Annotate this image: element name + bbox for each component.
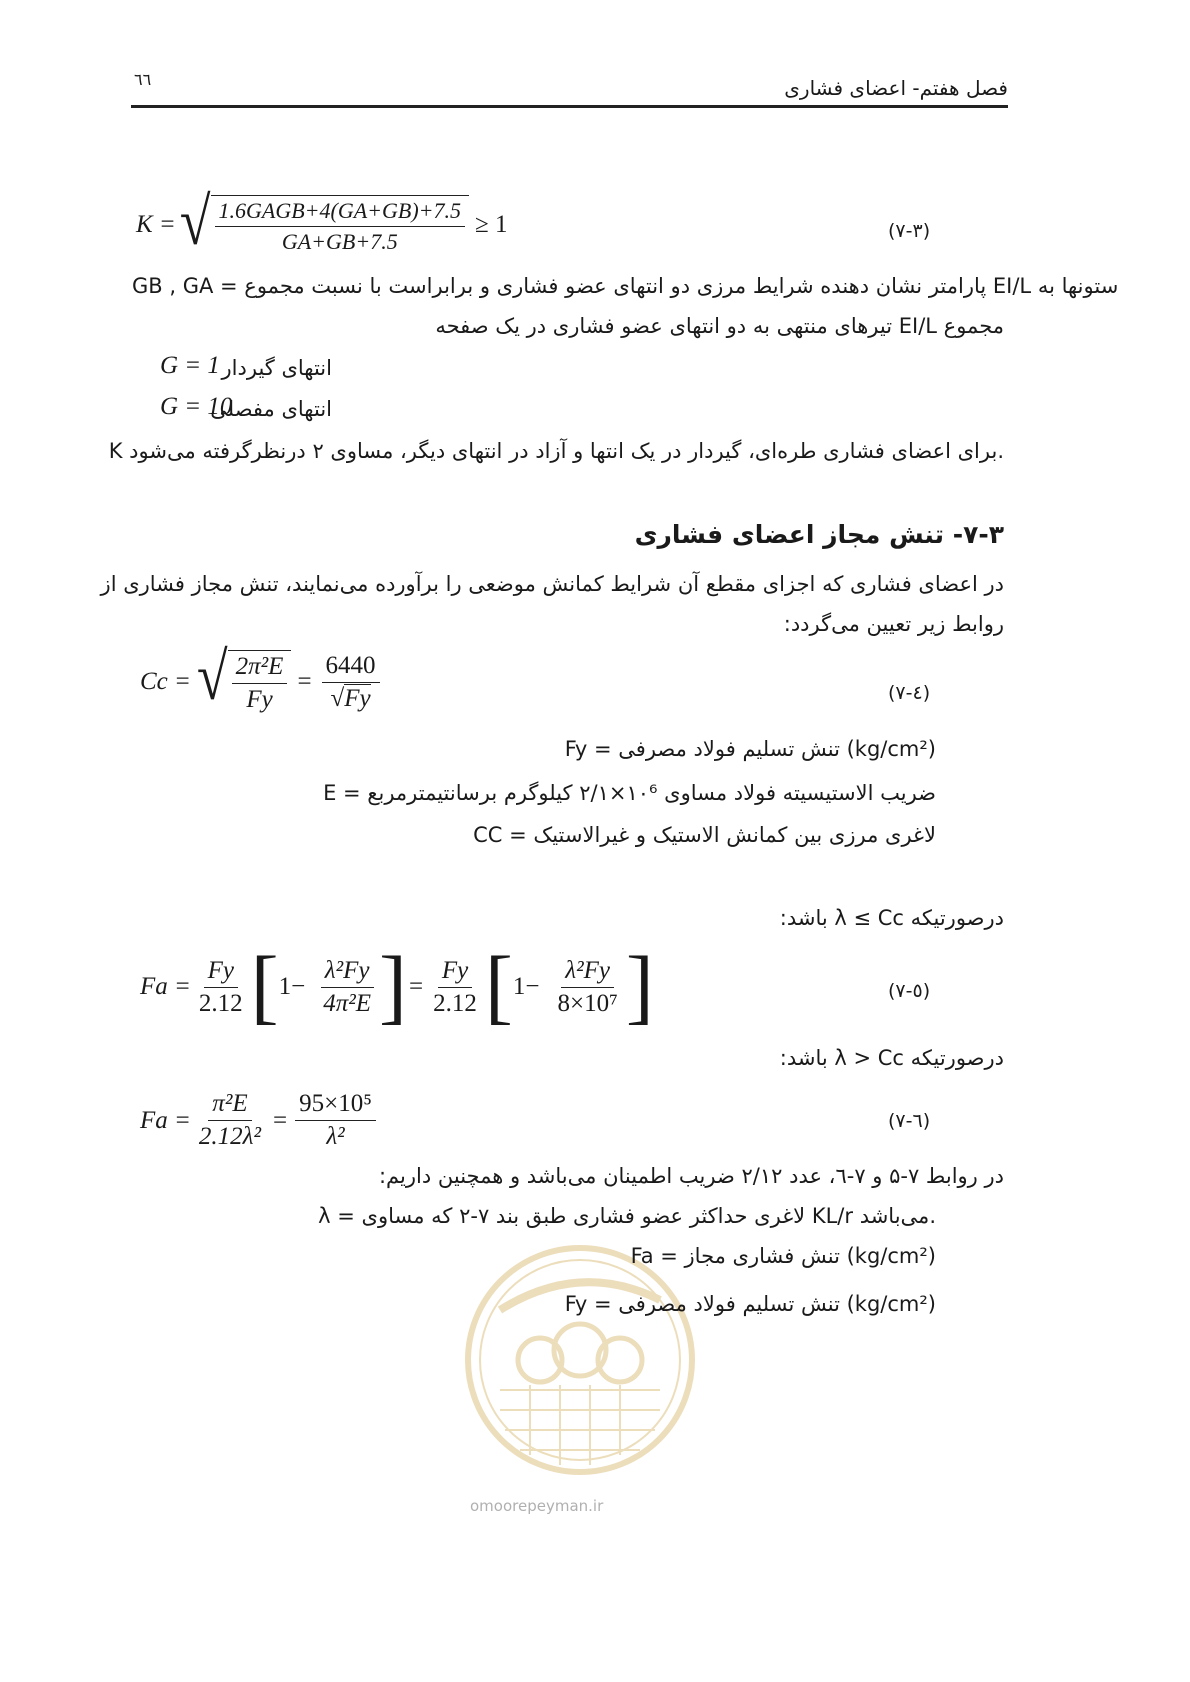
eq-5-7-f4-denominator: 8×10⁷ xyxy=(557,989,618,1017)
definition-lambda: λ = لاغری حداکثر عضو فشاری طبق بند ۷-۲ که مساوی KL/r می‌باشد. xyxy=(318,1204,936,1228)
eq-5-7-one-minus-a: 1− xyxy=(278,973,306,1000)
equation-number-6-7: (٦-٧) xyxy=(888,1110,931,1132)
paragraph-g-line1: GB , GA = پارامتر نشان دهنده شرایط مرزی دو انتهای عضو فشاری و برابراست با نسبت مجموع EI/L ستونها به xyxy=(132,274,1119,298)
eq-6-7-f2-denominator: λ² xyxy=(326,1123,345,1150)
eq-6-7-f1-numerator: π²E xyxy=(208,1090,251,1121)
eq-6-7-f1-denominator: 2.12λ² xyxy=(198,1123,261,1150)
g-fixed-end: انتهای گیردار xyxy=(221,356,332,380)
condition-lambda-le-cc: درصورتیکه λ ≤ Cc باشد: xyxy=(779,906,1004,930)
g-pinned-value: G = 10 xyxy=(160,393,233,420)
watermark-logo xyxy=(460,1240,700,1490)
section-intro-line2: روابط زیر تعیین می‌گردد: xyxy=(783,612,1004,636)
equation-number-4-7: (٤-٧) xyxy=(888,682,931,704)
g-pinned-end: انتهای مفصلی xyxy=(210,397,332,421)
eq-5-7-f1-denominator: 2.12 xyxy=(198,989,243,1017)
eq-4-7-rhs-denominator: Fy xyxy=(344,684,371,712)
equation-3-7: K = √ $\frac{\text{1.6GAGB+4(GA+GB)+7.5}}{GA+GB+7.5}$ ≥ 1 xyxy=(136,185,508,260)
eq-4-7-mid-numerator: 2π²E xyxy=(232,653,288,684)
watermark-url: omoorepeyman.ir xyxy=(470,1497,604,1515)
page-number: ٦٦ xyxy=(134,70,152,89)
eq-3-7-numerator: 1.6GAGB+4(GA+GB)+7.5 xyxy=(215,198,466,227)
definition-e: E = ضریب الاستیسیته فولاد مساوی ۱۰⁶×۲/۱ کیلوگرم برسانتیمترمربع xyxy=(323,781,936,805)
definition-cc: CC = لاغری مرزی بین کمانش الاستیک و غیرالاستیک xyxy=(473,823,936,847)
eq-5-7-f4-numerator: λ²Fy xyxy=(561,957,614,988)
eq-5-7-f2-denominator: 4π²E xyxy=(323,989,372,1017)
equation-number-3-7: (٣-٧) xyxy=(888,220,931,242)
equation-4-7: Cc = √ $\frac{\text{2π²E}}{Fy}$ = $\frac{6440}{√Fy}$ xyxy=(140,650,384,714)
eq-5-7-f3-numerator: Fy xyxy=(438,957,472,988)
eq-5-7-lhs: Fa = xyxy=(140,973,191,1000)
definition-fa: Fa = تنش فشاری مجاز (kg/cm²) xyxy=(630,1244,936,1268)
section-intro-line1: در اعضای فشاری که اجزای مقطع آن شرایط کمانش موضعی را برآورده می‌نمایند، تنش مجاز فشاری از xyxy=(100,572,1004,596)
equation-5-7: Fa = $\frac{Fy}{2.12}$ [ 1− $\frac{\text{λ²Fy}}{\text{4π²E}}$ ] = $\frac{Fy}{2.12}$ [ 1− $\frac{\text{λ²Fy}}{\text{8×10⁷}}$ ] xyxy=(140,940,654,1033)
eq-6-7-lhs: Fa = xyxy=(140,1106,191,1134)
definition-fy-2: Fy = تنش تسلیم فولاد مصرفی (kg/cm²) xyxy=(564,1292,936,1316)
eq-5-7-f1-numerator: Fy xyxy=(204,957,238,988)
eq-5-7-one-minus-b: 1− xyxy=(512,973,540,1000)
closing-text: در روابط ۷-۵ و ۷-٦، عدد ۲/۱۲ ضریب اطمینان می‌باشد و همچنین داریم: xyxy=(378,1164,1004,1188)
paragraph-g-line2: مجموع EI/L تیرهای منتهی به دو انتهای عضو فشاری در یک صفحه xyxy=(435,314,1004,338)
eq-4-7-mid-denominator: Fy xyxy=(246,686,273,713)
eq-6-7-f2-numerator: 95×10⁵ xyxy=(295,1090,376,1121)
eq-3-7-denominator: GA+GB+7.5 xyxy=(281,229,398,254)
equation-number-5-7: (٥-٧) xyxy=(888,980,931,1002)
eq-4-7-rhs-numerator: 6440 xyxy=(322,652,380,683)
condition-lambda-gt-cc: درصورتیکه λ > Cc باشد: xyxy=(779,1046,1004,1070)
equation-6-7: Fa = $\frac{\text{π²E}}{\text{2.12λ²}}$ = $\frac{\text{95×10⁵}}{\text{λ²}}$ xyxy=(140,1090,380,1151)
eq-4-7-lhs: Cc = xyxy=(140,668,191,695)
eq-3-7-rhs: ≥ 1 xyxy=(475,211,508,238)
k-note: K برای اعضای فشاری طره‌ای، گیردار در یک انتها و آزاد در انتهای دیگر، مساوی ۲ درنظرگرفته می‌شود. xyxy=(108,439,1004,463)
section-heading: ۷-۳- تنش مجاز اعضای فشاری xyxy=(634,520,1004,549)
eq-5-7-f2-numerator: λ²Fy xyxy=(321,957,374,988)
chapter-title: فصل هفتم- اعضای فشاری xyxy=(784,76,1008,100)
header-rule xyxy=(131,105,1008,108)
eq-5-7-f3-denominator: 2.12 xyxy=(433,989,477,1017)
g-fixed-value: G = 1 xyxy=(160,352,220,379)
definition-fy: Fy = تنش تسلیم فولاد مصرفی (kg/cm²) xyxy=(564,737,936,761)
